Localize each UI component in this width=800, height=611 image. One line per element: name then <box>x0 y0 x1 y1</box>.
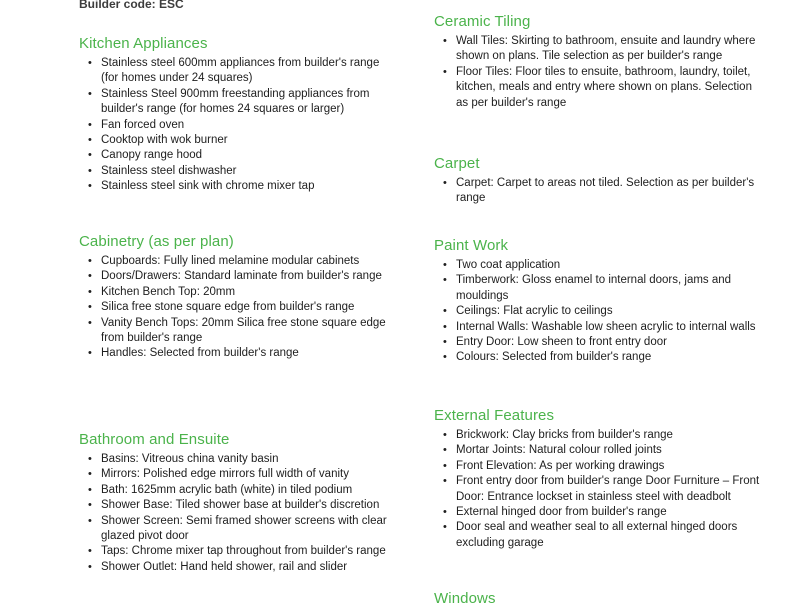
list-item: • Doors/Drawers: Standard laminate from builder's range <box>88 269 399 284</box>
section-title: Windows <box>434 590 496 607</box>
list-item: • Door seal and weather seal to all external hinged doors excluding garage <box>443 520 764 551</box>
section-bathroom-ensuite <box>79 431 399 575</box>
item-list <box>79 56 399 195</box>
list-item: • Timberwork: Gloss enamel to internal doors, jams and mouldings <box>443 273 764 304</box>
list-item: • Kitchen Bench Top: 20mm <box>88 285 399 300</box>
section-carpet <box>434 155 764 207</box>
list-item: • Shower Screen: Semi framed shower screens with clear glazed pivot door <box>88 514 399 545</box>
list-item: • Vanity Bench Tops: 20mm Silica free stone square edge from builder's range <box>88 316 399 347</box>
section-external-features <box>434 407 764 551</box>
list-item: • Two coat application <box>443 258 764 273</box>
item-list <box>434 34 764 111</box>
item-list <box>434 428 764 551</box>
list-item: • Front Elevation: As per working drawings <box>443 459 764 474</box>
list-item: • Floor Tiles: Floor tiles to ensuite, bathroom, laundry, toilet, kitchen, meals and entry where shown on plans. Selection as per builder's range <box>443 65 764 111</box>
list-item: • Taps: Chrome mixer tap throughout from builder's range <box>88 544 399 559</box>
list-item: • Brickwork: Clay bricks from builder's range <box>443 428 764 443</box>
section-title: External Features <box>434 407 555 424</box>
list-item: • Carpet: Carpet to areas not tiled. Selection as per builder's range <box>443 176 764 207</box>
list-item: • Ceilings: Flat acrylic to ceilings <box>443 304 764 319</box>
section-title: Bathroom and Ensuite <box>79 431 230 448</box>
item-list <box>79 254 399 362</box>
section-title: Ceramic Tiling <box>434 13 531 30</box>
item-list <box>79 452 399 575</box>
list-item: • Handles: Selected from builder's range <box>88 346 399 361</box>
list-item: • Basins: Vitreous china vanity basin <box>88 452 399 467</box>
list-item: • Stainless steel sink with chrome mixer tap <box>88 179 399 194</box>
list-item: • Front entry door from builder's range Door Furniture – Front Door: Entrance lockset in stainless steel with deadbolt <box>443 474 764 505</box>
list-item: • Internal Walls: Washable low sheen acrylic to internal walls <box>443 320 764 335</box>
list-item: • Cooktop with wok burner <box>88 133 399 148</box>
section-kitchen-appliances <box>79 35 399 195</box>
list-item: • Stainless steel dishwasher <box>88 164 399 179</box>
list-item: • Cupboards: Fully lined melamine modular cabinets <box>88 254 399 269</box>
list-item: • Colours: Selected from builder's range <box>443 350 764 365</box>
section-cabinetry <box>79 233 399 362</box>
list-item: • Mirrors: Polished edge mirrors full width of vanity <box>88 467 399 482</box>
list-item: • Shower Base: Tiled shower base at builder's discretion <box>88 498 399 513</box>
item-list <box>434 258 764 366</box>
section-title: Cabinetry (as per plan) <box>79 233 234 250</box>
section-ceramic-tiling <box>434 13 764 111</box>
list-item: • Stainless Steel 900mm freestanding appliances from builder's range (for homes 24 squares or larger) <box>88 87 399 118</box>
list-item: • Mortar Joints: Natural colour rolled joints <box>443 443 764 458</box>
list-item: • Fan forced oven <box>88 118 399 133</box>
list-item: • External hinged door from builder's range <box>443 505 764 520</box>
section-title: Paint Work <box>434 237 509 254</box>
section-paint-work <box>434 237 764 366</box>
section-title: Kitchen Appliances <box>79 35 208 52</box>
section-title: Carpet <box>434 155 480 172</box>
item-list <box>434 176 764 207</box>
section-windows <box>434 590 496 611</box>
list-item: • Shower Outlet: Hand held shower, rail and slider <box>88 560 399 575</box>
list-item: • Canopy range hood <box>88 148 399 163</box>
list-item: • Entry Door: Low sheen to front entry door <box>443 335 764 350</box>
list-item: • Wall Tiles: Skirting to bathroom, ensuite and laundry where shown on plans. Tile selection as per builder's range <box>443 34 764 65</box>
list-item: • Bath: 1625mm acrylic bath (white) in tiled podium <box>88 483 399 498</box>
list-item: • Stainless steel 600mm appliances from builder's range (for homes under 24 squares) <box>88 56 399 87</box>
list-item: • Silica free stone square edge from builder's range <box>88 300 399 315</box>
builder-code: Builder code: ESC <box>79 0 184 11</box>
